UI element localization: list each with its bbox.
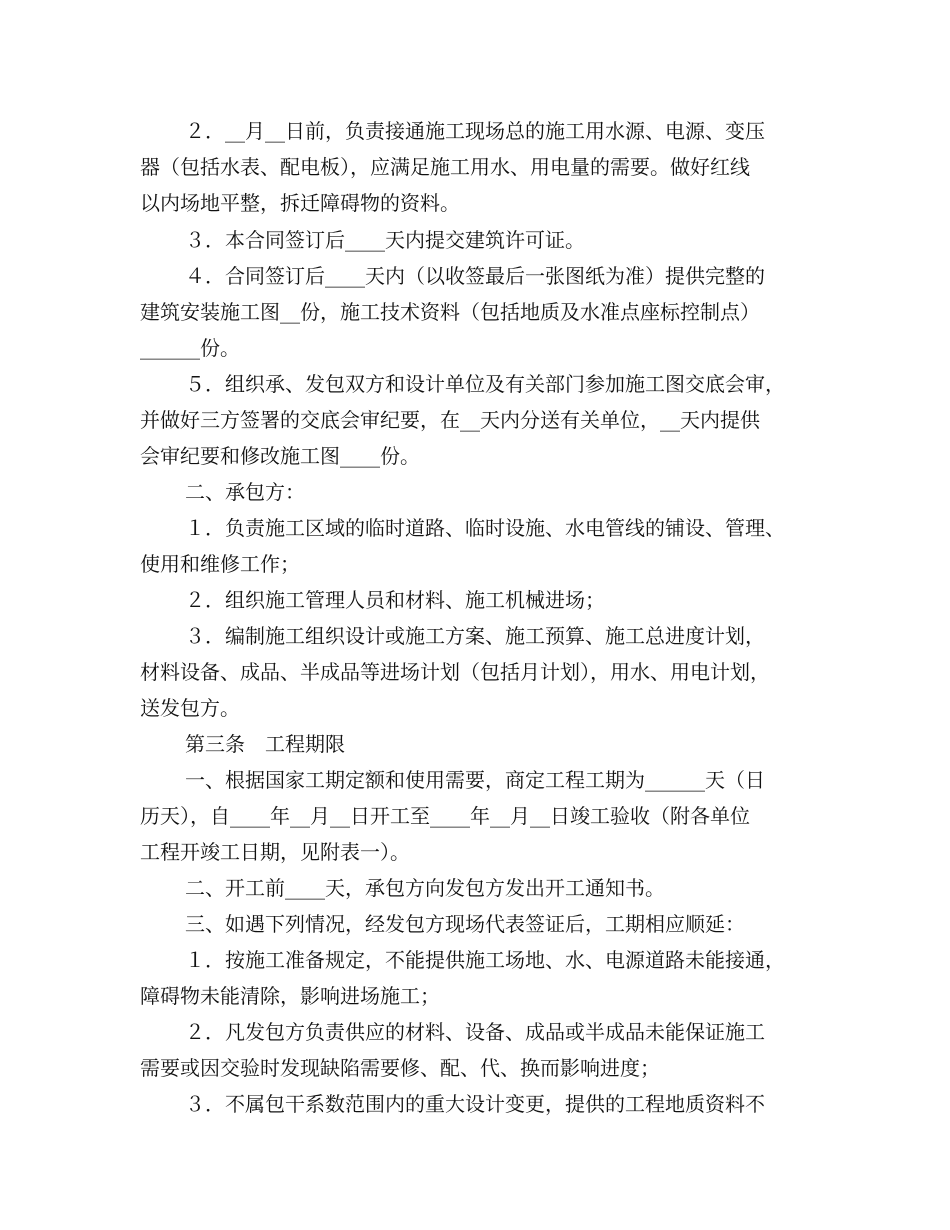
text-line: 送发包方。: [140, 696, 240, 720]
article-heading: 第三条 工程期限: [185, 732, 345, 756]
text-line: 使用和维修工作；: [140, 552, 300, 576]
text-line: 障碍物未能清除，影响进场施工；: [140, 984, 440, 1008]
text-line: 三、如遇下列情况，经发包方现场代表签证后，工期相应顺延：: [185, 912, 745, 936]
text-line: 一、根据国家工期定额和使用需要，商定工程工期为______天（日: [185, 768, 765, 792]
text-line: 以内场地平整，拆迁障碍物的资料。: [140, 191, 460, 215]
text-line: ２．凡发包方负责供应的材料、设备、成品或半成品未能保证施工: [185, 1020, 765, 1044]
text-line: 材料设备、成品、半成品等进场计划（包括月计划），用水、用电计划，: [140, 660, 770, 684]
text-line: ５．组织承、发包双方和设计单位及有关部门参加施工图交底会审，: [185, 372, 785, 396]
text-line: ３．不属包干系数范围内的重大设计变更，提供的工程地质资料不: [185, 1092, 765, 1116]
text-line: 需要或因交验时发现缺陷需要修、配、代、换而影响进度；: [140, 1056, 660, 1080]
text-line: １．负责施工区域的临时道路、临时设施、水电管线的铺设、管理、: [185, 516, 785, 540]
text-line: １．按施工准备规定，不能提供施工场地、水、电源道路未能接通，: [185, 948, 785, 972]
text-line: 建筑安装施工图__份，施工技术资料（包括地质及水准点座标控制点）: [140, 300, 760, 324]
text-line: 历天），自____年__月__日开工至____年__月__日竣工验收（附各单位: [140, 804, 750, 828]
text-line: 工程开竣工日期，见附表一）。: [140, 840, 410, 864]
text-line: 器（包括水表、配电板），应满足施工用水、用电量的需要。做好红线: [140, 155, 750, 179]
text-line: ４．合同签订后____天内（以收签最后一张图纸为准）提供完整的: [185, 264, 765, 288]
text-line: ２．组织施工管理人员和材料、施工机械进场；: [185, 588, 605, 612]
text-line: ______份。: [140, 336, 240, 360]
text-line: 二、开工前____天，承包方向发包方发出开工通知书。: [185, 876, 665, 900]
text-line: ３．本合同签订后____天内提交建筑许可证。: [185, 228, 585, 252]
text-line: 会审纪要和修改施工图____份。: [140, 444, 420, 468]
section-heading: 二、承包方：: [185, 480, 305, 504]
text-line: ３．编制施工组织设计或施工方案、施工预算、施工总进度计划，: [185, 624, 765, 648]
text-line: ２．__月__日前，负责接通施工现场总的施工用水源、电源、变压: [185, 119, 765, 143]
text-line: 并做好三方签署的交底会审纪要，在__天内分送有关单位，__天内提供: [140, 408, 760, 432]
